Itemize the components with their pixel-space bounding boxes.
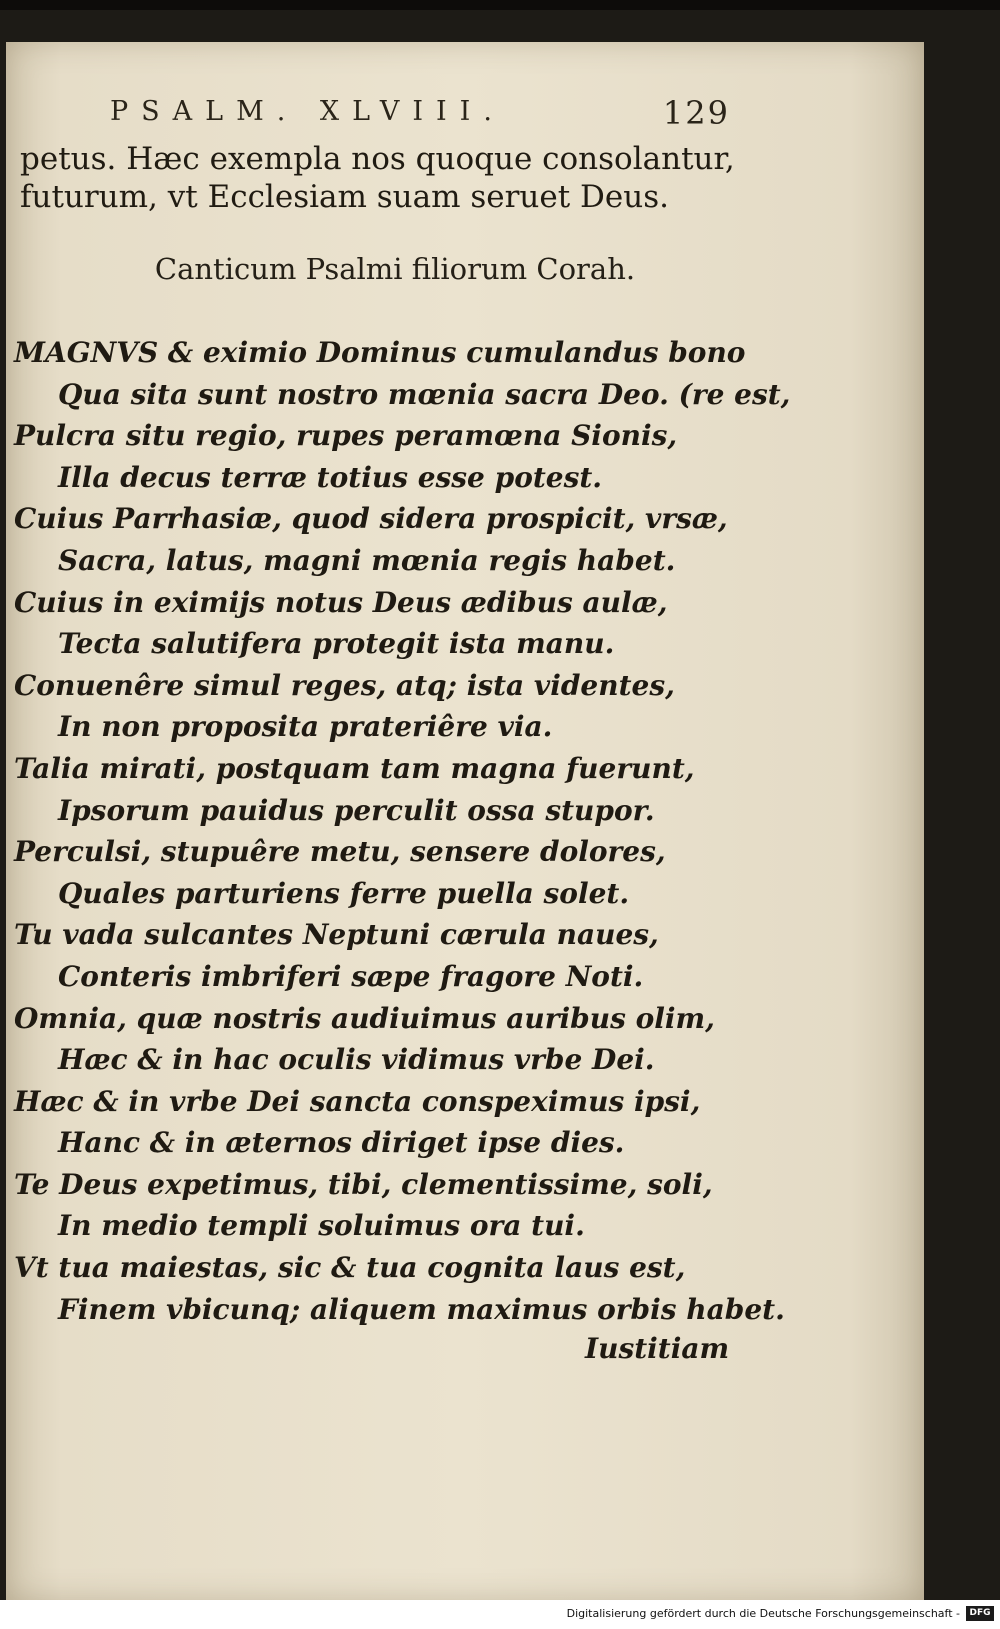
verse-line: Hæc & in vrbe Dei sancta conspeximus ipsi, bbox=[14, 1084, 701, 1118]
verse-line: Vt tua maiestas, sic & tua cognita laus est, bbox=[14, 1251, 686, 1285]
verse-line: Qua sita sunt nostro mœnia sacra Deo. (re est, bbox=[58, 377, 791, 411]
verse-line: Hanc & in æternos diriget ipse dies. bbox=[58, 1126, 625, 1160]
top-scan-edge bbox=[0, 0, 1000, 10]
verse-line: Omnia, quæ nostris audiuimus auribus olim, bbox=[14, 1001, 715, 1035]
verse-line: Cuius in eximijs notus Deus ædibus aulæ, bbox=[14, 585, 668, 619]
running-title: PSALM. XLVIII. bbox=[110, 96, 505, 127]
verse-line: Cuius Parrhasiæ, quod sidera prospicit, vrsæ, bbox=[14, 502, 728, 536]
verse-line: Sacra, latus, magni mœnia regis habet. bbox=[58, 543, 676, 577]
dfg-logo: DFG bbox=[966, 1606, 994, 1621]
verse-line: Conteris imbriferi sæpe fragore Noti. bbox=[58, 959, 644, 993]
verse-line: Perculsi, stupuêre metu, sensere dolores, bbox=[14, 835, 666, 869]
verse-line: Tecta salutifera protegit ista manu. bbox=[58, 627, 615, 661]
page-number: 129 bbox=[662, 94, 730, 132]
funding-credit: Digitalisierung gefördert durch die Deutsche Forschungsgemeinschaft - bbox=[566, 1607, 960, 1620]
footer-bar bbox=[0, 1600, 1000, 1629]
verse-line: Tu vada sulcantes Neptuni cærula naues, bbox=[14, 918, 659, 952]
verse-line: Illa decus terræ totius esse potest. bbox=[58, 460, 603, 494]
prose-line: petus. Hæc exempla nos quoque consolantur, bbox=[20, 141, 735, 177]
verse-block bbox=[14, 332, 791, 1330]
psalm-title: Canticum Psalmi filiorum Corah. bbox=[154, 252, 636, 286]
verse-line: In non proposita prateriêre via. bbox=[58, 710, 553, 744]
prose-block bbox=[20, 140, 735, 216]
verse-line: In medio templi soluimus ora tui. bbox=[58, 1209, 585, 1243]
verse-line: Conuenêre simul reges, atq; ista videntes, bbox=[14, 668, 675, 702]
verse-line: Ipsorum pauidus perculit ossa stupor. bbox=[58, 793, 655, 827]
verse-line: Pulcra situ regio, rupes peramœna Sionis, bbox=[14, 419, 678, 453]
verse-line: Talia mirati, postquam tam magna fuerunt, bbox=[14, 751, 695, 785]
running-header bbox=[110, 96, 730, 136]
catchword: Iustitiam bbox=[585, 1332, 730, 1365]
verse-line: Hæc & in hac oculis vidimus vrbe Dei. bbox=[58, 1043, 655, 1077]
verse-line: MAGNVS & eximio Dominus cumulandus bono bbox=[14, 336, 746, 369]
verse-line: Finem vbicunq; aliquem maximus orbis habet. bbox=[58, 1292, 785, 1326]
verse-line: Te Deus expetimus, tibi, clementissime, soli, bbox=[14, 1167, 713, 1201]
verse-line: Quales parturiens ferre puella solet. bbox=[58, 876, 630, 910]
prose-line: futurum, vt Ecclesiam suam seruet Deus. bbox=[20, 179, 669, 215]
